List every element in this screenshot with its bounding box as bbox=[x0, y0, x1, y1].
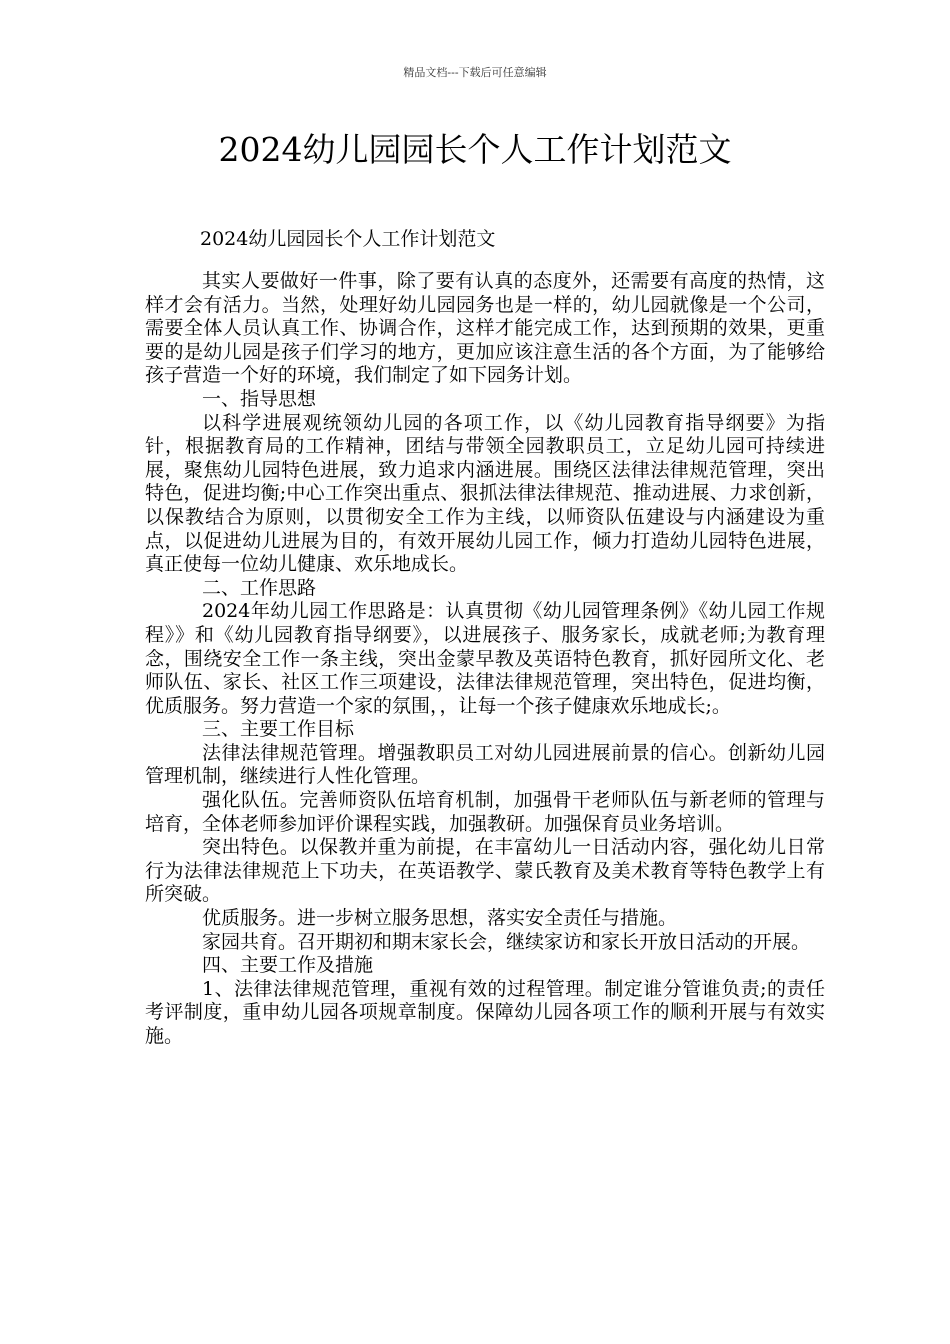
body-paragraph: 强化队伍。完善师资队伍培育机制，加强骨干老师队伍与新老师的管理与培育，全体老师参加评价课程实践，加强教研。加强保育员业务培训。 bbox=[145, 789, 825, 835]
document-subtitle: 2024幼儿园园长个人工作计划范文 bbox=[200, 228, 496, 250]
section-heading-work-approach: 二、工作思路 bbox=[202, 576, 317, 599]
body-paragraph: 法律法律规范管理。增强教职员工对幼儿园进展前景的信心。创新幼儿园管理机制，继续进行人性化管理。 bbox=[145, 741, 825, 788]
body-paragraph: 以科学进展观统领幼儿园的各项工作，以《幼儿园教育指导纲要》为指针，根据教育局的工作精神，团结与带领全园教职员工，立足幼儿园可持续进展，聚焦幼儿园特色进展，致力追求内涵进展。围绕区法律法律规范管理，突出特色，促进均衡;中心工作突出重点、狠抓法律法律规范、推动进展、力求创新，以保教结合为原则，以贯彻安全工作为主线，以师资队伍建设与内涵建设为重点，以促进幼儿进展为目的，有效开展幼儿园工作，倾力打造幼儿园特色进展，真正使每一位幼儿健康、欢乐地成长。 bbox=[145, 411, 825, 576]
body-paragraph: 1、法律法律规范管理，重视有效的过程管理。制定谁分管谁负责;的责任考评制度，重申幼儿园各项规章制度。保障幼儿园各项工作的顺利开展与有效实施。 bbox=[145, 977, 825, 1047]
document-title: 2024幼儿园园长个人工作计划范文 bbox=[218, 130, 732, 169]
page-header: 精品文档---下载后可任意编辑 bbox=[403, 66, 547, 79]
section-heading-guiding-ideology: 一、指导思想 bbox=[202, 387, 317, 410]
document-body bbox=[145, 270, 825, 1049]
body-paragraph: 优质服务。进一步树立服务思想，落实安全责任与措施。 bbox=[202, 907, 678, 930]
intro-paragraph: 其实人要做好一件事，除了要有认真的态度外，还需要有高度的热情，这样才会有活力。当然，处理好幼儿园园务也是一样的，幼儿园就像是一个公司，需要全体人员认真工作、协调合作，这样才能完成工作，达到预期的效果，更重要的是幼儿园是孩子们学习的地方，更加应该注意生活的各个方面，为了能够给孩子营造一个好的环境，我们制定了如下园务计划。 bbox=[145, 270, 825, 387]
section-heading-main-goals: 三、主要工作目标 bbox=[202, 718, 355, 741]
body-paragraph: 2024年幼儿园工作思路是：认真贯彻《幼儿园管理条例》《幼儿园工作规程》》和《幼儿园教育指导纲要》，以进展孩子、服务家长，成就老师;为教育理念，围绕安全工作一条主线，突出金蒙早教及英语特色教育，抓好园所文化、老师队伍、家长、社区工作三项建设，法律法律规范管理，突出特色，促进均衡，优质服务。努力营造一个家的氛围，，让每一个孩子健康欢乐地成长;。 bbox=[145, 600, 825, 717]
section-heading-work-measures: 四、主要工作及措施 bbox=[202, 954, 374, 977]
body-paragraph: 家园共育。召开期初和期末家长会，继续家访和家长开放日活动的开展。 bbox=[202, 930, 811, 953]
body-paragraph: 突出特色。以保教并重为前提，在丰富幼儿一日活动内容，强化幼儿日常行为法律法律规范上下功夫，在英语教学、蒙氏教育及美术教育等特色教学上有所突破。 bbox=[145, 836, 825, 906]
